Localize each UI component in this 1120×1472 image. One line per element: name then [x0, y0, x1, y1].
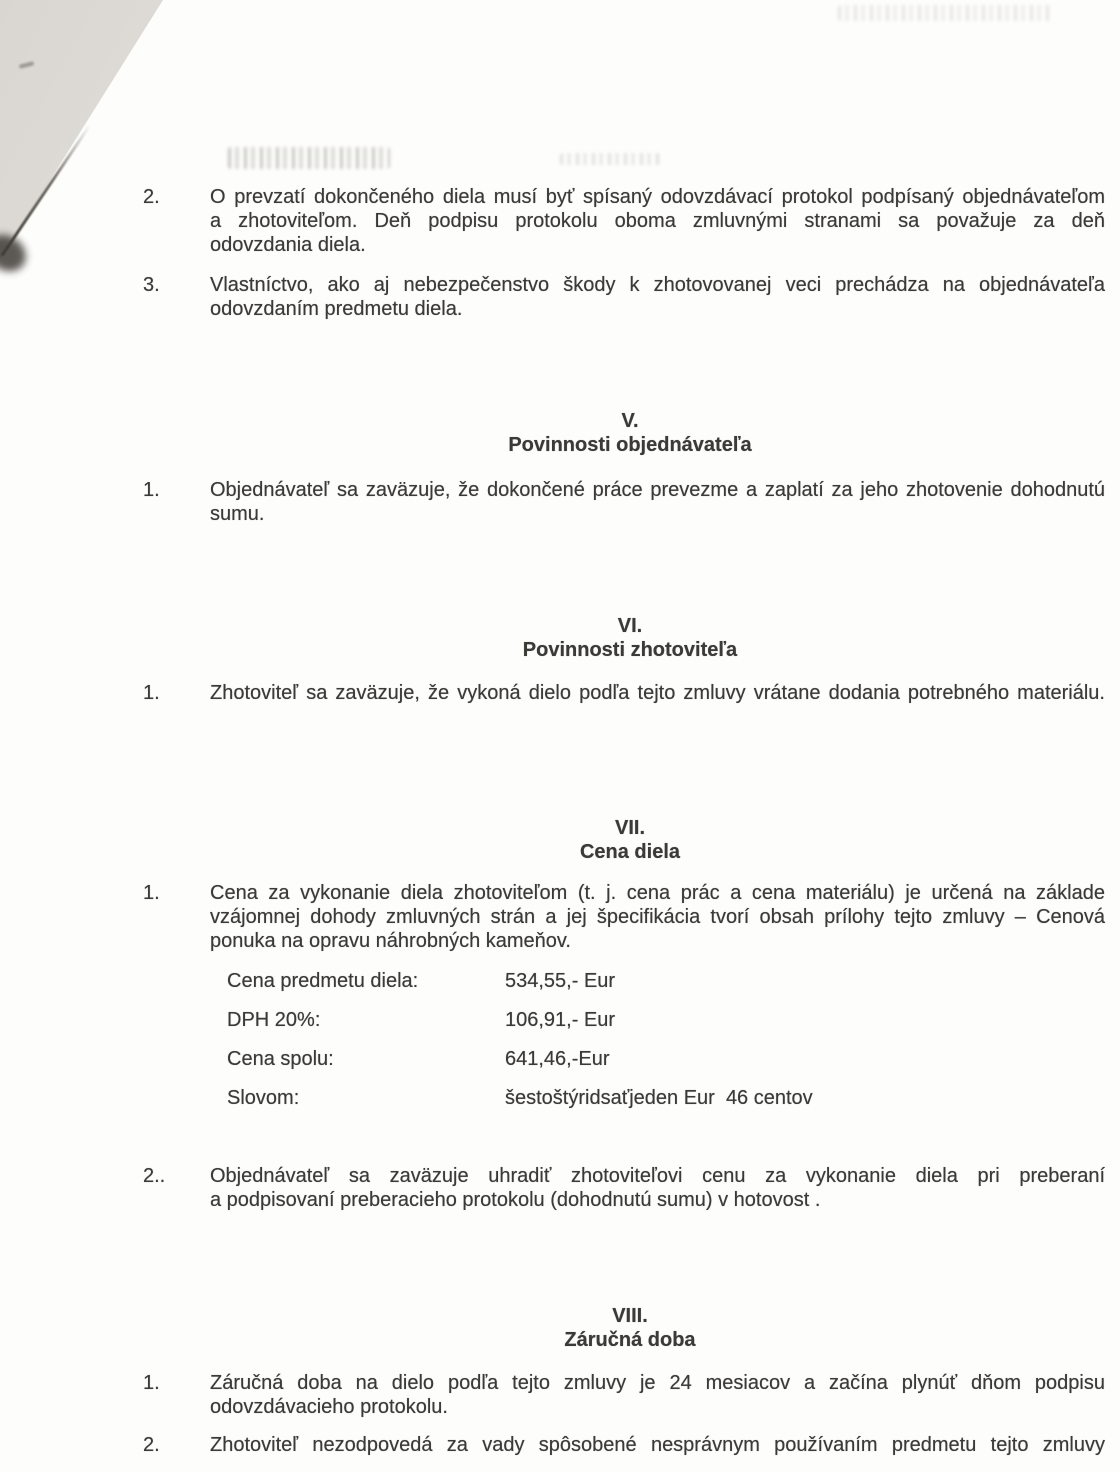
clause-text [210, 273, 1105, 321]
numbered-clause [143, 185, 1105, 257]
text-line: odovzdania diela. [210, 234, 366, 256]
clause-text [210, 478, 1105, 526]
numbered-clause [143, 273, 1105, 321]
text-line: ponuka na opravu náhrobných kameňov. [210, 930, 571, 952]
clause-text [210, 681, 1105, 705]
price-label: Slovom: [227, 1087, 300, 1109]
section-heading [160, 1304, 1100, 1352]
text-line: Záručná doba na dielo podľa tejto zmluvy je 24 mesiacov a začína plynúť dňom podpisu [210, 1372, 1105, 1394]
ink-bleed-smudge [560, 153, 660, 165]
price-value: 641,46,-Eur [505, 1048, 610, 1070]
clause-number: 1. [143, 682, 160, 704]
price-label: DPH 20%: [227, 1009, 321, 1031]
price-row [227, 1086, 927, 1110]
text-line: odovzdaním predmetu diela. [210, 298, 463, 320]
price-value: 106,91,- Eur [505, 1009, 616, 1031]
section-numeral: V. [621, 410, 639, 432]
price-row [227, 1047, 927, 1071]
clause-number: 1. [143, 882, 160, 904]
price-label: Cena predmetu diela: [227, 970, 419, 992]
ink-bleed-smudge [228, 147, 390, 169]
section-title: Cena diela [579, 841, 681, 863]
section-title: Povinnosti objednávateľa [508, 434, 752, 456]
clause-text [210, 881, 1105, 953]
clause-text [210, 1371, 1105, 1419]
text-line: Objednávateľ sa zaväzuje uhradiť zhotoviteľovi cenu za vykonanie diela pri preberaní [210, 1165, 1105, 1187]
price-value: šestoštýridsaťjeden Eur 46 centov [505, 1087, 813, 1109]
section-title: Záručná doba [564, 1329, 696, 1351]
clause-text [210, 1164, 1105, 1212]
clause-number: 2. [143, 1434, 160, 1456]
text-line: a podpisovaní preberacieho protokolu (dohodnutú sumu) v hotovost . [210, 1189, 821, 1211]
text-line: Objednávateľ sa zaväzuje, že dokončené práce prevezme a zaplatí za jeho zhotovenie dohodnutú [210, 479, 1105, 501]
text-line: sumu. [210, 503, 265, 525]
text-line: O prevzatí dokončeného diela musí byť spísaný odovzdávací protokol podpísaný objednávateľom [210, 186, 1105, 208]
clause-text [210, 185, 1105, 257]
numbered-clause [143, 681, 1105, 705]
section-heading [160, 614, 1100, 662]
clause-number: 1. [143, 1372, 160, 1394]
price-row [227, 969, 927, 993]
numbered-clause [143, 1164, 1105, 1212]
clause-number: 2.. [143, 1165, 166, 1187]
clause-text [210, 1433, 1105, 1457]
clause-number: 1. [143, 479, 160, 501]
section-heading [160, 409, 1100, 457]
ink-bleed-smudge [838, 5, 1052, 21]
price-row [227, 1008, 927, 1032]
numbered-clause [143, 478, 1105, 526]
text-line: Vlastníctvo, ako aj nebezpečenstvo škody k zhotovovanej veci prechádza na objednávateľa [210, 274, 1105, 296]
text-line: a zhotoviteľom. Deň podpisu protokolu oboma zmluvnými stranami sa považuje za deň [210, 210, 1105, 232]
text-line: vzájomnej dohody zmluvných strán a jej špecifikácia tvorí obsah prílohy tejto zmluvy – Cenová [210, 906, 1105, 928]
section-heading [160, 816, 1100, 864]
text-line: odovzdávacieho protokolu. [210, 1396, 448, 1418]
price-value: 534,55,- Eur [505, 970, 616, 992]
numbered-clause [143, 1371, 1105, 1419]
section-numeral: VIII. [612, 1305, 648, 1327]
price-table [227, 969, 927, 1125]
price-label: Cena spolu: [227, 1048, 334, 1070]
clause-number: 2. [143, 186, 160, 208]
text-line: Zhotoviteľ sa zaväzuje, že vykoná dielo podľa tejto zmluvy vrátane dodania potrebného materiálu. [210, 682, 1105, 704]
section-numeral: VI. [617, 615, 643, 637]
numbered-clause [143, 881, 1105, 953]
text-line: Zhotoviteľ nezodpovedá za vady spôsobené nesprávnym používaním predmetu tejto zmluvy [210, 1434, 1105, 1456]
numbered-clause [143, 1433, 1105, 1457]
section-title: Povinnosti zhotoviteľa [522, 639, 738, 661]
clause-number: 3. [143, 274, 160, 296]
text-line: Cena za vykonanie diela zhotoviteľom (t. j. cena prác a cena materiálu) je určená na základe [210, 882, 1105, 904]
section-numeral: VII. [614, 817, 645, 839]
